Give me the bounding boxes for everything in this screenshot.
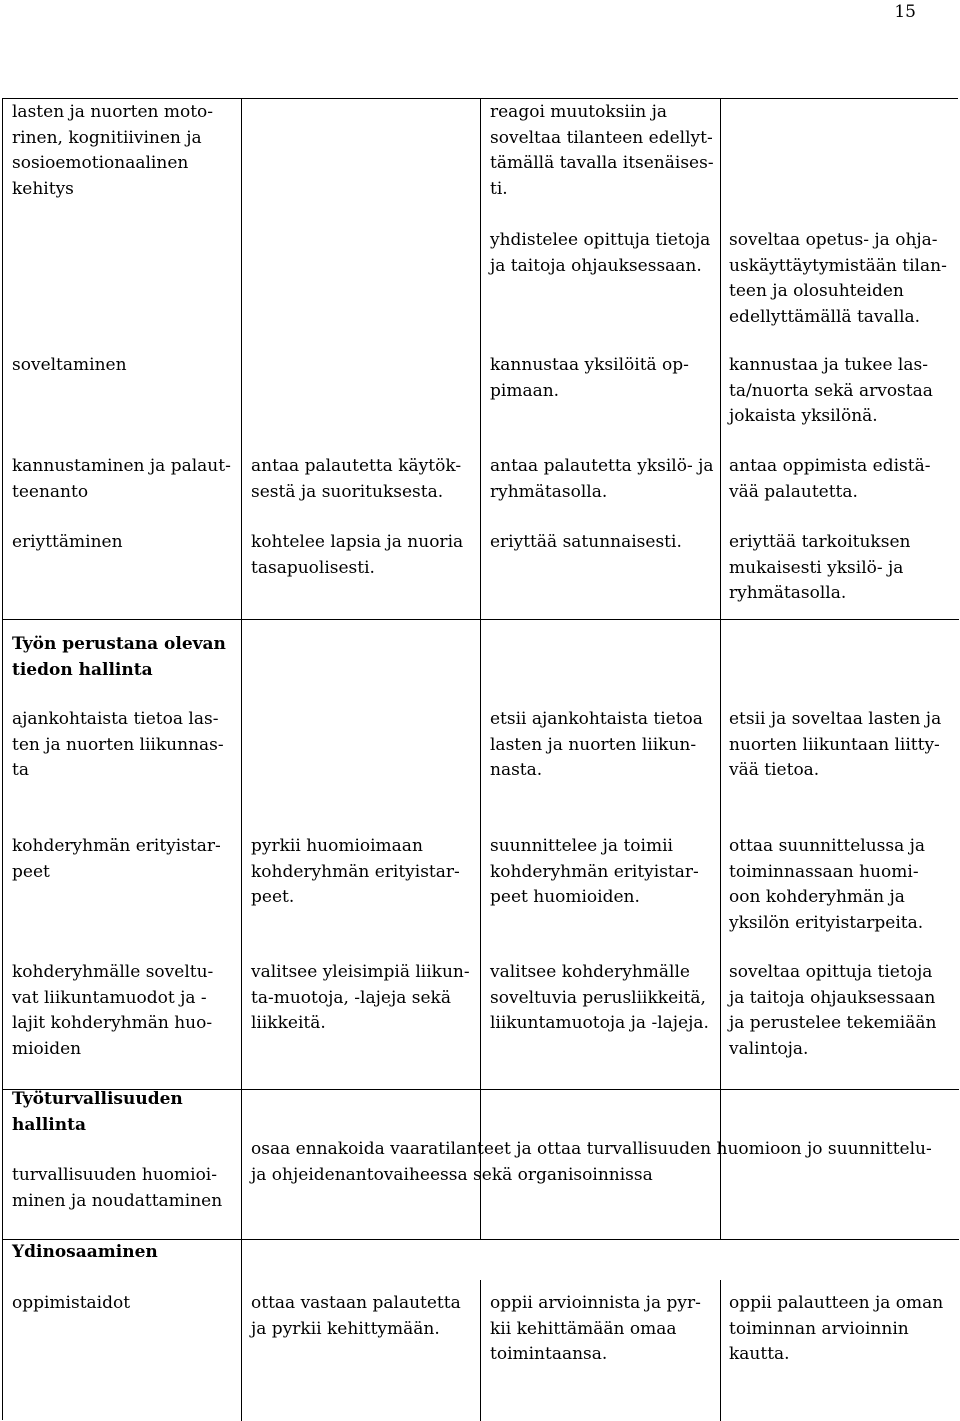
column-divider bbox=[241, 1239, 242, 1421]
row-label-turvallisuus: turvallisuuden huomioi- minen ja noudattaminen bbox=[12, 1165, 223, 1211]
cell-liikuntamuodot-col2: valitsee yleisimpiä liikun- ta-muotoja, -lajeja sekä liikkeitä. bbox=[251, 962, 470, 1033]
cell-oppimistaidot-col3: oppii arvioinnista ja pyr- kii kehittämään omaa toimintaansa. bbox=[490, 1293, 701, 1364]
column-divider bbox=[720, 99, 721, 1239]
cell-yhdistely-col3: yhdistelee opittuja tietoja ja taitoja ohjauksessaan. bbox=[490, 230, 711, 276]
section-heading-tyoturvallisuus: Työturvallisuuden hallinta bbox=[12, 1089, 183, 1135]
cell-kannustaminen-col3: antaa palautetta yksilö- ja ryhmätasolla. bbox=[490, 456, 714, 502]
cell-eriyttaminen-col3: eriyttää satunnaisesti. bbox=[490, 532, 682, 552]
cell-erityistarpeet-col3: suunnittelee ja toimii kohderyhmän erityistar- peet huomioiden. bbox=[490, 836, 699, 907]
cell-kannustaminen-col4: antaa oppimista edistä- vää palautetta. bbox=[729, 456, 931, 502]
cell-erityistarpeet-col2: pyrkii huomioimaan kohderyhmän erityistar- peet. bbox=[251, 836, 460, 907]
cell-kehitys-col3: reagoi muutoksiin ja soveltaa tilanteen edellyt- tämällä tavalla itsenäises- ti. bbox=[490, 102, 714, 199]
row-label-soveltaminen: soveltaminen bbox=[12, 355, 127, 375]
column-divider bbox=[241, 99, 242, 1239]
row-divider bbox=[3, 619, 959, 620]
cell-yhdistely-col4: soveltaa opetus- ja ohja- uskäyttäytymistään tilan- teen ja olosuhteiden edellyttämällä tavalla. bbox=[729, 230, 947, 327]
row-label-kehitys: lasten ja nuorten moto- rinen, kognitiivinen ja sosioemotionaalinen kehitys bbox=[12, 102, 214, 199]
cell-eriyttaminen-col2: kohtelee lapsia ja nuoria tasapuolisesti. bbox=[251, 532, 464, 578]
cell-ajankohtaista-col3: etsii ajankohtaista tietoa lasten ja nuorten liikun- nasta. bbox=[490, 709, 703, 780]
column-divider bbox=[720, 1280, 721, 1421]
cell-liikuntamuodot-col3: valitsee kohderyhmälle soveltuvia perusliikkeitä, liikuntamuotoja ja -lajeja. bbox=[490, 962, 709, 1033]
section-heading-tyon-perusta: Työn perustana olevan tiedon hallinta bbox=[12, 634, 226, 680]
row-label-kannustaminen: kannustaminen ja palaut- teenanto bbox=[12, 456, 231, 502]
cell-ajankohtaista-col4: etsii ja soveltaa lasten ja nuorten liikuntaan liitty- vää tietoa. bbox=[729, 709, 942, 780]
row-label-eriyttaminen: eriyttäminen bbox=[12, 532, 123, 552]
cell-oppimistaidot-col2: ottaa vastaan palautetta ja pyrkii kehittymään. bbox=[251, 1293, 461, 1339]
page-number: 15 bbox=[894, 2, 916, 22]
row-label-oppimistaidot: oppimistaidot bbox=[12, 1293, 131, 1313]
column-divider bbox=[480, 99, 481, 1239]
row-label-ajankohtaista: ajankohtaista tietoa las- ten ja nuorten liikunnas- ta bbox=[12, 709, 224, 780]
column-divider bbox=[480, 1280, 481, 1421]
cell-oppimistaidot-col4: oppii palautteen ja oman toiminnan arvioinnin kautta. bbox=[729, 1293, 944, 1364]
row-label-liikuntamuodot: kohderyhmälle soveltu- vat liikuntamuodot ja - lajit kohderyhmän huo- mioiden bbox=[12, 962, 214, 1059]
cell-eriyttaminen-col4: eriyttää tarkoituksen mukaisesti yksilö- ja ryhmätasolla. bbox=[729, 532, 911, 603]
section-heading-ydinosaaminen: Ydinosaaminen bbox=[12, 1242, 158, 1262]
cell-liikuntamuodot-col4: soveltaa opittuja tietoja ja taitoja ohjauksessaan ja perustelee tekemiään valintoja. bbox=[729, 962, 937, 1059]
cell-erityistarpeet-col4: ottaa suunnittelussa ja toiminnassaan huomi- oon kohderyhmän ja yksilön erityistarpeita. bbox=[729, 836, 926, 933]
cell-kannustaminen-col2: antaa palautetta käytök- sestä ja suorituksesta. bbox=[251, 456, 462, 502]
row-label-erityistarpeet: kohderyhmän erityistar- peet bbox=[12, 836, 221, 882]
cell-soveltaminen-col3: kannustaa yksilöitä op- pimaan. bbox=[490, 355, 689, 401]
cell-turvallisuus-merged: osaa ennakoida vaaratilanteet ja ottaa turvallisuuden huomioon jo suunnittelu- ja ohjeidenantovaiheessa sekä organisoinnissa bbox=[251, 1139, 932, 1185]
cell-soveltaminen-col4: kannustaa ja tukee las- ta/nuorta sekä arvostaa jokaista yksilönä. bbox=[729, 355, 933, 426]
